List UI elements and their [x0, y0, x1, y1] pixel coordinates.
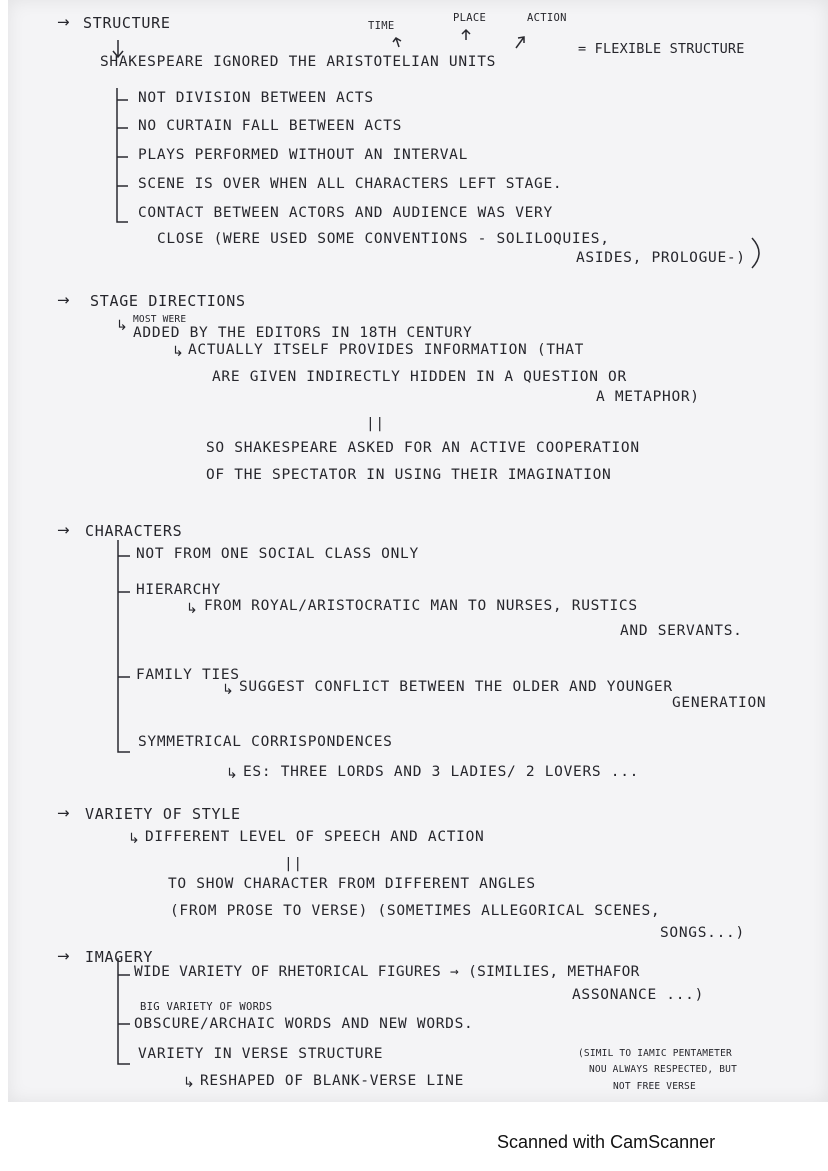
different-level: DIFFERENT LEVEL OF SPEECH AND ACTION — [145, 829, 485, 845]
so-shakespeare-1: SO SHAKESPEARE ASKED FOR AN ACTIVE COOPERATION — [206, 440, 640, 456]
structure-heading: STRUCTURE — [83, 14, 171, 32]
imagery-heading: IMAGERY — [85, 948, 154, 966]
sub-arrow-icon: ↳ — [183, 1075, 195, 1091]
structure-item: NOT DIVISION BETWEEN ACTS — [138, 90, 374, 106]
verse-note-2: NOU ALWAYS RESPECTED, BUT — [589, 1064, 737, 1075]
structure-item: PLAYS PERFORMED WITHOUT AN INTERVAL — [138, 147, 469, 163]
stage-heading: STAGE DIRECTIONS — [90, 292, 246, 310]
arrow-icon: → — [57, 521, 70, 539]
structure-item: CONTACT BETWEEN ACTORS AND AUDIENCE WAS VERY — [138, 205, 553, 221]
flexible-structure: = FLEXIBLE STRUCTURE — [578, 41, 745, 57]
not-one-class: NOT FROM ONE SOCIAL CLASS ONLY — [136, 546, 419, 562]
prose-line-2: SONGS...) — [660, 925, 745, 941]
sub-arrow-icon: ↳ — [222, 682, 234, 698]
arrow-icon: → — [57, 13, 70, 31]
prose-line-1: (FROM PROSE TO VERSE) (SOMETIMES ALLEGORICAL SCENES, — [170, 903, 661, 919]
so-shakespeare-2: OF THE SPECTATOR IN USING THEIR IMAGINATION — [206, 467, 612, 483]
sub-arrow-icon: ↳ — [186, 601, 198, 617]
verse-structure: VARIETY IN VERSE STRUCTURE — [138, 1046, 384, 1062]
unit-place: PLACE — [453, 12, 487, 24]
sub-arrow-icon: ↳ — [226, 766, 238, 782]
ignored-units: SHAKESPEARE IGNORED THE ARISTOTELIAN UNITS — [100, 54, 497, 70]
equals-sign: || — [284, 856, 303, 872]
obscure-words: OBSCURE/ARCHAIC WORDS AND NEW WORDS. — [134, 1016, 474, 1032]
sub-arrow-icon: ↳ — [116, 318, 128, 334]
hierarchy-line-2: AND SERVANTS. — [620, 623, 743, 639]
actually-line-2: ARE GIVEN INDIRECTLY HIDDEN IN A QUESTION OR — [212, 369, 627, 385]
sub-arrow-icon: ↳ — [128, 831, 140, 847]
sub-arrow-icon: ↳ — [172, 344, 184, 360]
big-variety: BIG VARIETY OF WORDS — [140, 1001, 273, 1013]
verse-note-3: NOT FREE VERSE — [613, 1081, 696, 1092]
symmetrical: SYMMETRICAL CORRISPONDENCES — [138, 734, 393, 750]
characters-heading: CHARACTERS — [85, 522, 183, 540]
structure-item: NO CURTAIN FALL BETWEEN ACTS — [138, 118, 403, 134]
equals-sign: || — [366, 416, 385, 432]
contact-line-2: CLOSE (WERE USED SOME CONVENTIONS - SOLILOQUIES, — [157, 231, 610, 247]
camscanner-watermark: Scanned with CamScanner — [497, 1132, 716, 1152]
actually-line-3: A METAPHOR) — [596, 389, 700, 405]
family-ties: FAMILY TIES — [136, 667, 240, 683]
rhetorical-line-1: WIDE VARIETY OF RHETORICAL FIGURES → (SIMILIES, METHAFOR — [134, 964, 640, 980]
actually-line-1: ACTUALLY ITSELF PROVIDES INFORMATION (THAT — [188, 342, 585, 358]
reshaped-line: RESHAPED OF BLANK-VERSE LINE — [200, 1073, 465, 1089]
family-line-1: SUGGEST CONFLICT BETWEEN THE OLDER AND YOUNGER — [239, 679, 673, 695]
contact-line-3: ASIDES, PROLOGUE-) — [576, 250, 746, 266]
arrow-icon: → — [57, 947, 70, 965]
variety-heading: VARIETY OF STYLE — [85, 805, 241, 823]
hierarchy-line-1: FROM ROYAL/ARISTOCRATIC MAN TO NURSES, RUSTICS — [204, 598, 638, 614]
arrow-icon: → — [57, 804, 70, 822]
added-by-editors: ADDED BY THE EDITORS IN 18TH CENTURY — [133, 325, 473, 341]
structure-item: SCENE IS OVER WHEN ALL CHARACTERS LEFT STAGE. — [138, 176, 563, 192]
most-were: MOST WERE — [133, 314, 187, 325]
show-character: TO SHOW CHARACTER FROM DIFFERENT ANGLES — [168, 876, 536, 892]
unit-time: TIME — [368, 20, 395, 32]
rhetorical-line-2: ASSONANCE ...) — [572, 987, 705, 1003]
verse-note-1: (SIMIL TO IAMIC PENTAMETER — [578, 1048, 732, 1059]
family-line-2: GENERATION — [672, 695, 767, 711]
arrow-icon: → — [57, 291, 70, 309]
hierarchy: HIERARCHY — [136, 582, 221, 598]
example-lords: ES: THREE LORDS AND 3 LADIES/ 2 LOVERS ... — [243, 764, 640, 780]
unit-action: ACTION — [527, 12, 567, 24]
